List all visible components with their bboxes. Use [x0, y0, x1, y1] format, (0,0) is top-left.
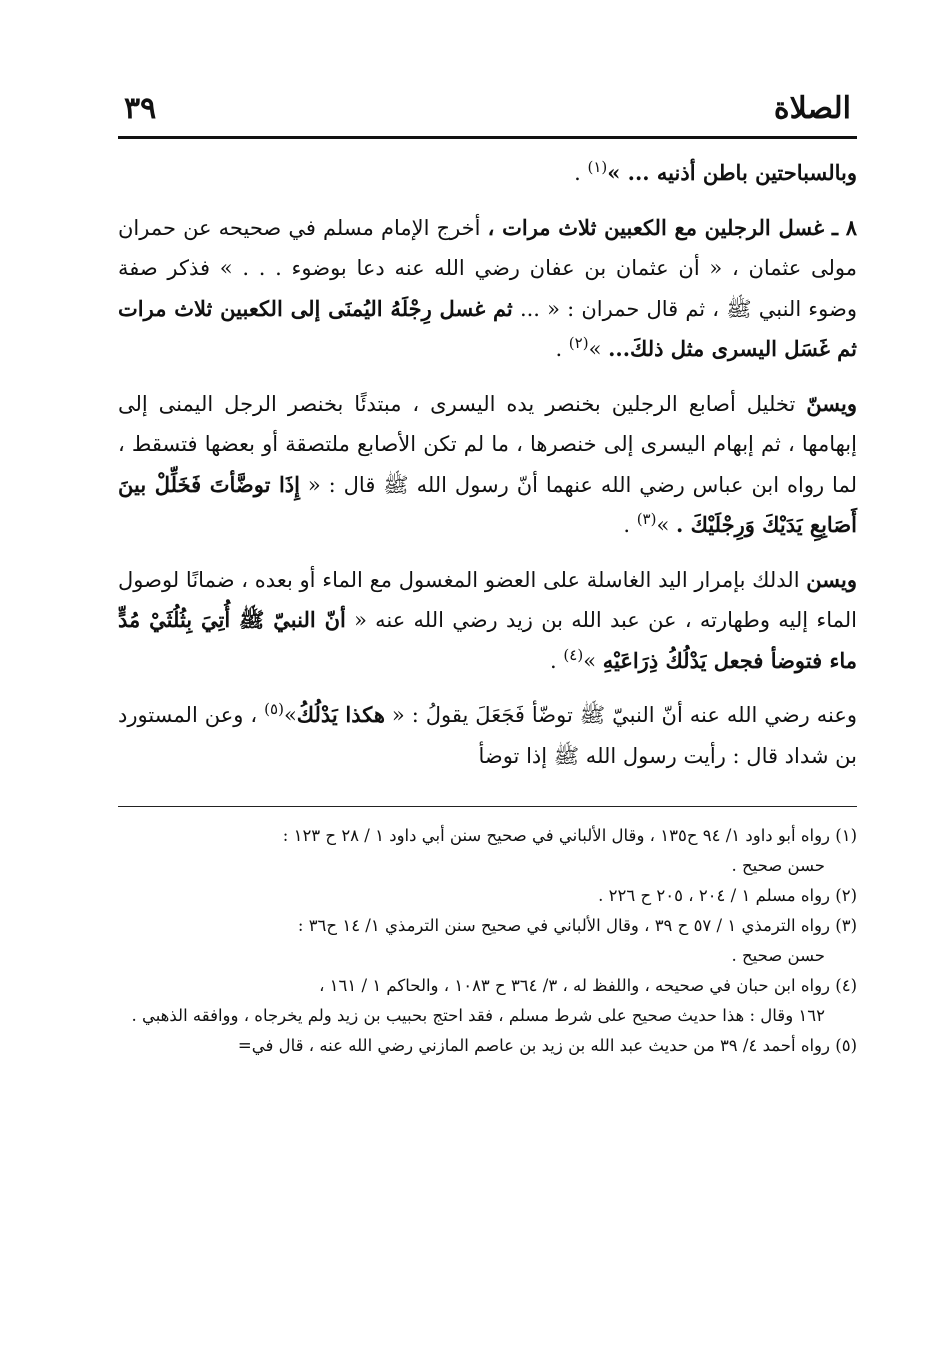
paragraph-3-quote: أنّ النبيّ ﷺ أُتِيَ بِثُلُثَيْ مُدٍّ ماء فتوضأ فجعل يَدْلُكُ ذِرَاعَيْهِ — [118, 607, 857, 673]
footnote-ref-1: (١) — [587, 158, 608, 176]
footnote-5 — [118, 1031, 857, 1061]
paragraph-0 — [118, 153, 857, 194]
footnote-4-text: (٤) رواه ابن حبان في صحيحه ، واللفظ له ، ٣/ ٣٦٤ ح ١٠٨٣ ، والحاكم ١ / ١٦١ ، — [319, 976, 857, 995]
paragraph-3-text: الدلك بإمرار اليد الغاسلة على العضو المغسول مع الماء أو بعده ، ضمانًا لوصول الماء إليه وطهارته ، عن عبد الله بن زيد رضي الله عنه « — [118, 567, 857, 632]
footnote-4-continuation: ١٦٢ وقال : هذا حديث صحيح على شرط مسلم ، فقد احتج بحبيب بن زيد ولم يخرجاه ، ووافقه الذهبي . — [131, 1006, 825, 1025]
paragraph-1 — [118, 208, 857, 370]
footnote-separator — [118, 806, 857, 807]
paragraph-4-end: ، وعن المستورد بن شداد قال : رأيت رسول الله ﷺ إذا توضأ — [118, 703, 857, 768]
paragraph-0-end: . — [574, 161, 588, 185]
footnote-1 — [118, 821, 857, 881]
paragraph-2 — [118, 384, 857, 546]
paragraph-2-text: تخليل أصابع الرجلين بخنصر يده اليسرى ، مبتدئًا بخنصر الرجل اليمنى إلى إبهامها ، ثم إبهام اليسرى إلى خنصرها ، ما لم تكن الأصابع ملتصقة أو بعضها فتسقط ، لما رواه ابن عباس رضي الله عنهما أنّ رسول الله ﷺ قال : « — [118, 391, 857, 497]
paragraph-4 — [118, 695, 857, 776]
paragraph-1-quote: ثم غسل رِجْلَهُ اليُمنَى إلى الكعبين ثلاث مرات ثم غَسَل اليسرى مثل ذلكَ... — [118, 295, 857, 361]
footnote-3 — [118, 911, 857, 971]
paragraph-4-close: » — [283, 703, 297, 727]
footnote-1-text: (١) رواه أبو داود ١/ ٩٤ ح١٣٥ ، وقال الألباني في صحيح سنن أبي داود ١ / ٢٨ ح ١٢٣ : — [282, 826, 857, 845]
footnote-ref-3: (٣) — [636, 510, 657, 528]
footnote-3-continuation: حسن صحيح . — [731, 946, 825, 965]
paragraph-2-close: » — [656, 513, 676, 537]
paragraph-2-quote: إِذَا توضَّأتَ فَخَلِّلْ بينَ أَصَابِعِ يَدَيْكَ وَرِجْلَيْكَ . — [118, 471, 857, 537]
paragraph-2-lead: ويسنّ — [806, 390, 857, 416]
main-text — [118, 153, 857, 776]
paragraph-1-close: » — [588, 337, 609, 361]
footnote-ref-5: (٥) — [264, 700, 284, 718]
footnote-ref-4: (٤) — [563, 645, 584, 664]
paragraph-1-heading: ٨ ـ غسل الرجلين مع الكعبين ثلاث مرات ، — [487, 214, 858, 240]
footnote-1-continuation: حسن صحيح . — [731, 856, 825, 875]
footnote-ref-2: (٢) — [568, 334, 589, 352]
paragraph-2-end: . — [623, 513, 637, 537]
paragraph-0-text: وبالسباحتين باطن أذنيه ... » — [607, 160, 857, 185]
page-number: ٣٩ — [124, 91, 157, 126]
footnote-3-text: (٣) رواه الترمذي ١ / ٥٧ ح ٣٩ ، وقال الألباني في صحيح سنن الترمذي ١/ ١٤ ح٣٦ : — [297, 916, 857, 935]
footnotes — [118, 821, 857, 1061]
paragraph-1-end: . — [555, 337, 569, 361]
chapter-title: الصلاة — [773, 91, 851, 126]
paragraph-4-quote: هكذا يَدْلُكُ — [296, 702, 385, 727]
footnote-4 — [118, 971, 857, 1031]
footnote-2 — [118, 881, 857, 911]
footnote-2-text: (٢) رواه مسلم ١ / ٢٠٤ ، ٢٠٥ ح ٢٢٦ . — [598, 886, 857, 905]
paragraph-3 — [118, 560, 857, 682]
page-header — [118, 72, 857, 139]
paragraph-3-close: » — [583, 648, 603, 673]
paragraph-1-text: أخرج الإمام مسلم في صحيحه عن حمران مولى عثمان ، « أن عثمان بن عفان رضي الله عنه دعا بوضوء . . . » فذكر صفة وضوء النبي ﷺ ، ثم قال حمران : « ... — [118, 215, 858, 321]
footnote-5-text: (٥) رواه أحمد ٤/ ٣٩ من حديث عبد الله بن زيد بن عاصم المازني رضي الله عنه ، قال في= — [237, 1036, 857, 1055]
paragraph-3-lead: ويسن — [806, 566, 857, 592]
paragraph-3-end: . — [550, 648, 564, 673]
paragraph-4-text: وعنه رضي الله عنه أنّ النبيّ ﷺ توضّأ فَجَعَلَ يقولُ : « — [384, 703, 857, 727]
